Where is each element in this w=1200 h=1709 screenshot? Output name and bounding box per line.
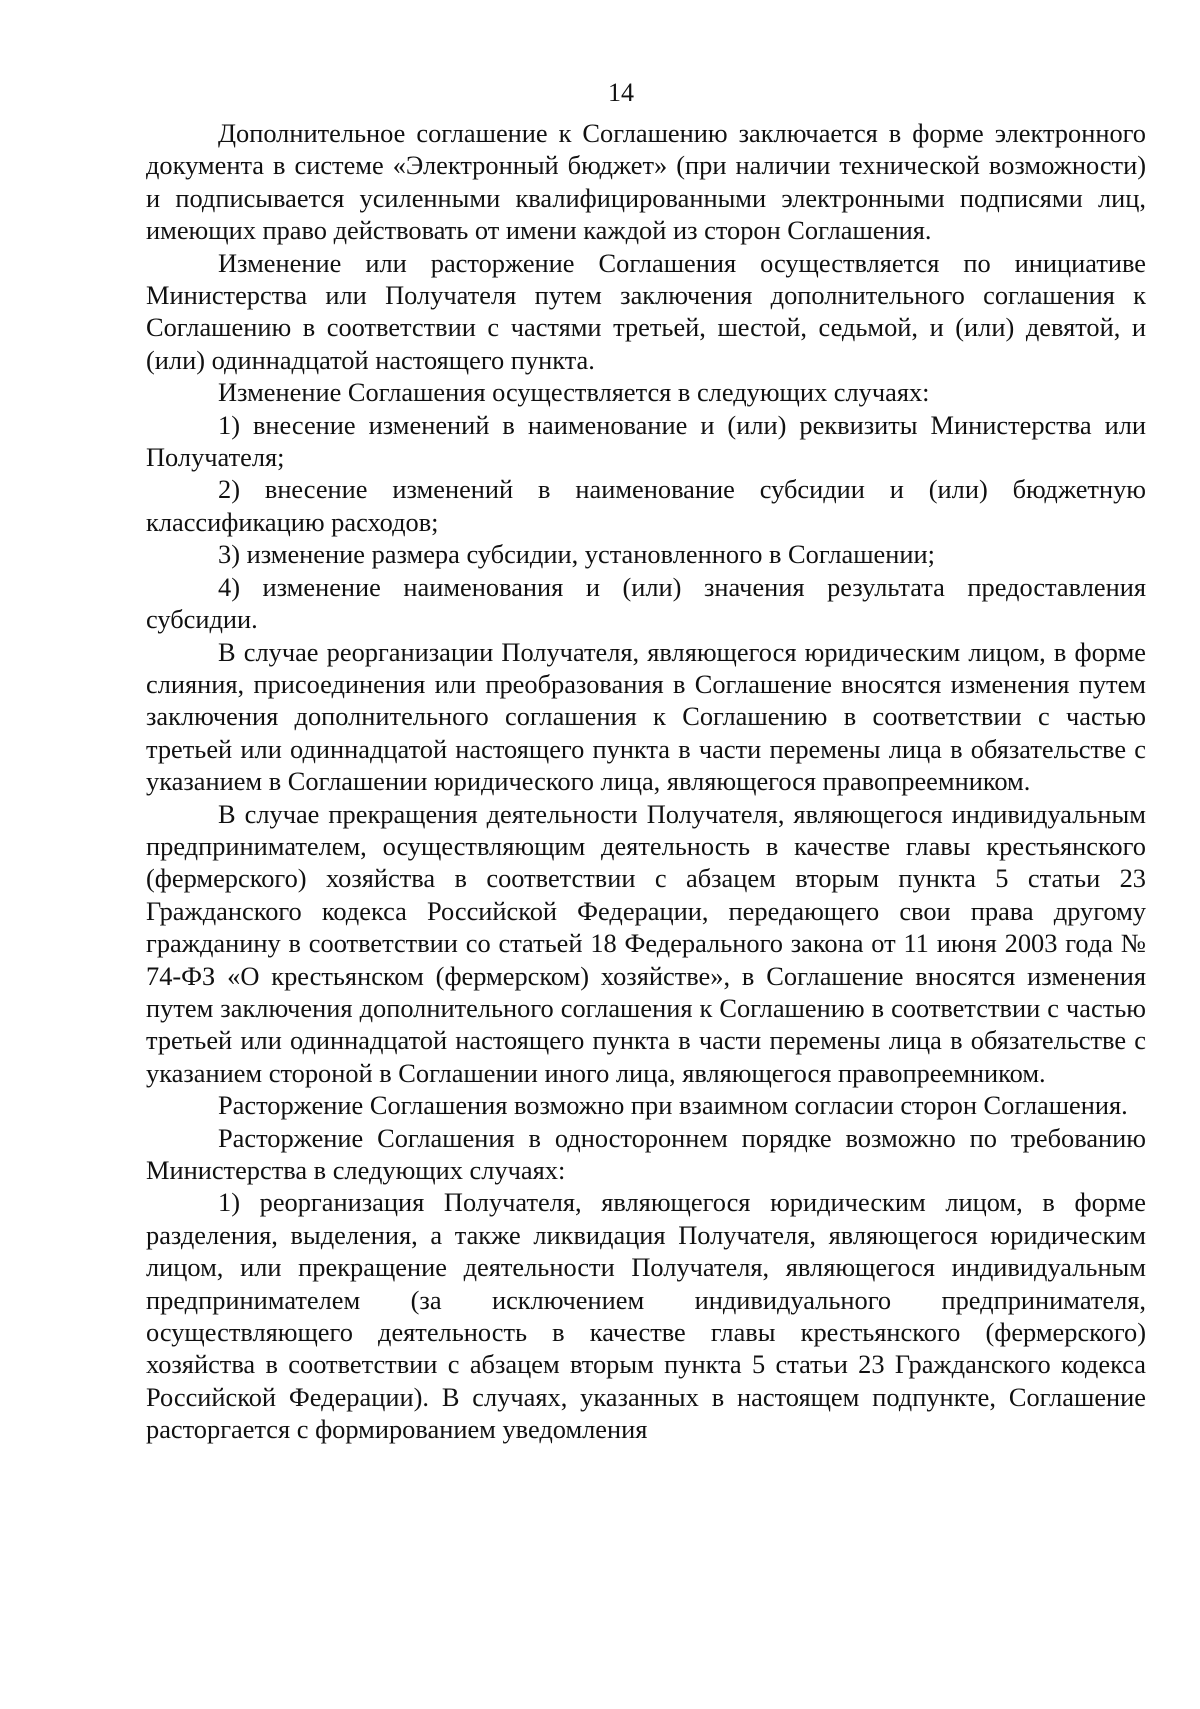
list-item-change-4: 4) изменение наименования и (или) значения результата предоставления субсидии. — [146, 571, 1146, 635]
list-item-change-2: 2) внесение изменений в наименование субсидии и (или) бюджетную классификацию расходов; — [146, 474, 1146, 537]
paragraph-electronic-form: Дополнительное соглашение к Соглашению заключается в форме электронного документа в системе «Электронный бюджет» (при наличии технической возможности) и подписывается усиленными квалифицированными электронными подписями лиц, имеющих право действовать от имени каждой из сторон Соглашения. — [146, 118, 1146, 246]
document-body — [146, 117, 1146, 1446]
page-number: 14 — [608, 78, 634, 107]
paragraph-change-cases-intro: Изменение Соглашения осуществляется в следующих случаях: — [218, 377, 930, 408]
paragraph-reorganization: В случае реорганизации Получателя, являющегося юридическим лицом, в форме слияния, присоединения или преобразования в Соглашение вносятся изменения путем заключения дополнительного соглашения к Соглашению в соответствии с частью третьей или одиннадцатой настоящего пункта в части перемены лица в обязательстве с указанием в Соглашении юридического лица, являющегося правопреемником. — [146, 636, 1146, 797]
list-item-change-1: 1) внесение изменений в наименование и (или) реквизиты Министерства или Получателя; — [146, 409, 1146, 473]
paragraph-farm-succession: В случае прекращения деятельности Получателя, являющегося индивидуальным предпринимателем, осуществляющим деятельность в качестве главы крестьянского (фермерского) хозяйства в соответствии с абзацем вторым пункта 5 статьи 23 Гражданского кодекса Российской Федерации, передающего свои права другому гражданину в соответствии со статьей 18 Федерального закона от 11 июня 2003 года № 74-ФЗ «О крестьянском (фермерском) хозяйстве», в Соглашение вносятся изменения путем заключения дополнительного соглашения к Соглашению в соответствии с частью третьей или одиннадцатой настоящего пункта в части перемены лица в обязательстве с указанием стороной в Соглашении иного лица, являющегося правопреемником. — [146, 798, 1146, 1088]
paragraph-mutual-termination: Расторжение Соглашения возможно при взаимном согласии сторон Соглашения. — [218, 1090, 1128, 1121]
list-item-change-3: 3) изменение размера субсидии, установленного в Соглашении; — [218, 539, 935, 570]
list-item-termination-1: 1) реорганизация Получателя, являющегося юридическим лицом, в форме разделения, выделения, а также ликвидация Получателя, являющегося юридическим лицом, или прекращение деятельности Получателя, являющегося индивидуальным предпринимателем (за исключением индивидуального предпринимателя, осуществляющего деятельность в качестве главы крестьянского (фермерского) хозяйства в соответствии с абзацем вторым пункта 5 статьи 23 Гражданского кодекса Российской Федерации). В случаях, указанных в настоящем подпункте, Соглашение расторгается с формированием уведомления — [146, 1187, 1146, 1445]
paragraph-unilateral-termination: Расторжение Соглашения в одностороннем порядке возможно по требованию Министерства в следующих случаях: — [146, 1122, 1146, 1185]
paragraph-change-or-termination: Изменение или расторжение Соглашения осуществляется по инициативе Министерства или Получателя путем заключения дополнительного соглашения к Соглашению в соответствии с частями третьей, шестой, седьмой, и (или) девятой, и (или) одиннадцатой настоящего пункта. — [146, 247, 1146, 375]
